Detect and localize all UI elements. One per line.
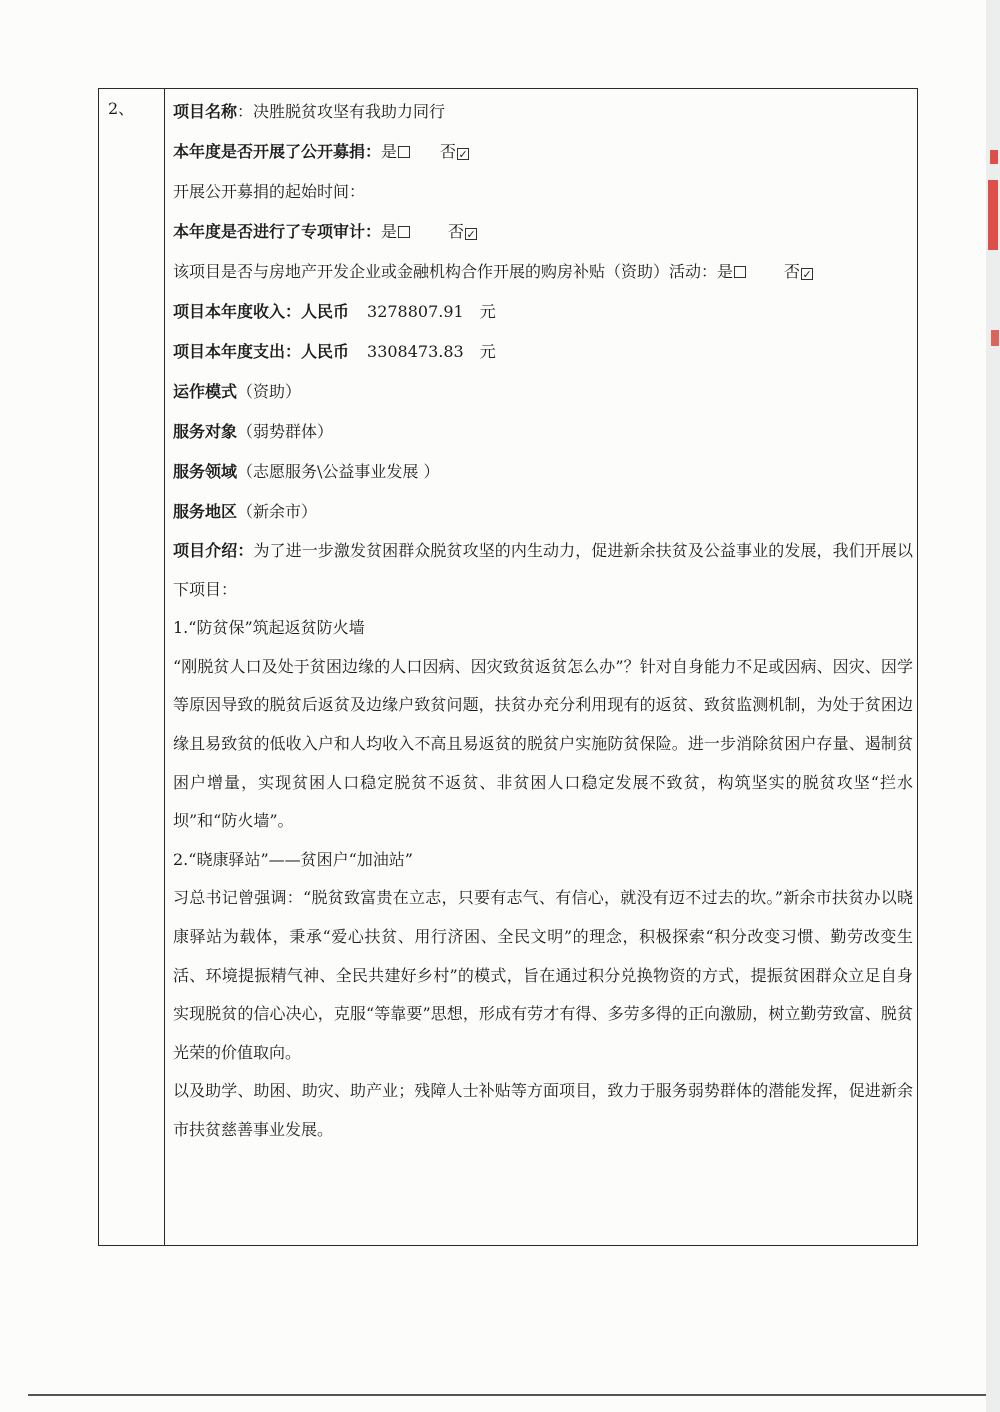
item2-text: 习总书记曾强调：“脱贫致富贵在立志，只要有志气、有信心，就没有迈不过去的坎。”新余市扶贫办以晓康驿站为载体，秉承“爱心扶贫、用行济困、全民文明”的理念，积极探索“积分改变习惯、勤劳改变生活、环境提振精气神、全民共建好乡村”的模式，旨在通过积分兑换物资的方式，提振贫困群众立足自身实现脱贫的信心决心，克服“等靠要”思想，形成有劳才有得、多劳多得的正向激励，树立勤劳致富、脱贫光荣的价值取向。 — [173, 888, 913, 1062]
service-region-line — [173, 492, 913, 532]
no-checkbox-checked[interactable]: ✓ — [458, 148, 468, 161]
operation-mode-line — [173, 372, 913, 412]
yes-checkbox[interactable] — [398, 226, 410, 238]
service-field-label: 服务领域 — [173, 462, 238, 481]
service-region-value: （新余市） — [237, 502, 318, 521]
income-line — [173, 292, 913, 332]
housing-subsidy-line — [173, 252, 913, 292]
service-field-value: （志愿服务\公益事业发展 ） — [237, 462, 440, 481]
income-amount: 3278807.91 — [367, 302, 464, 321]
item1-text: “刚脱贫人口及处于贫困边缘的人口因病、因灾致贫返贫怎么办”？针对自身能力不足或因病、因灾、因学等原因导致的脱贫后返贫及边缘户致贫问题，扶贫办充分利用现有的返贫、致贫监测机制，为处于贫困边缘且易致贫的低收入户和人均收入不高且易返贫的脱贫户实施防贫保险。进一步消除贫困户存量、遏制贫困户增量，实现贫困人口稳定脱贫不返贫、非贫困人口稳定发展不致贫，构筑坚实的脱贫攻坚“拦水坝”和“防火墙”。 — [173, 656, 913, 831]
expense-label: 项目本年度支出：人民币 — [173, 342, 350, 361]
income-unit: 元 — [479, 302, 496, 321]
expense-amount: 3308473.83 — [367, 342, 464, 361]
special-audit-question: 本年度是否进行了专项审计： — [173, 222, 382, 241]
service-target-label: 服务对象 — [173, 422, 238, 441]
public-fundraising-question: 本年度是否开展了公开募捐： — [173, 142, 382, 161]
no-label: 否 — [440, 142, 457, 161]
project-name-label: 项目名称 — [173, 102, 238, 121]
no-checkbox-checked[interactable]: ✓ — [802, 268, 812, 281]
service-target-value: （弱势群体） — [237, 422, 334, 441]
public-fundraising-line — [173, 132, 913, 172]
yes-label: 是 — [381, 142, 398, 161]
income-label: 项目本年度收入：人民币 — [173, 302, 350, 321]
service-field-line — [173, 452, 913, 492]
intro-paragraph — [173, 532, 913, 609]
expense-line — [173, 332, 913, 372]
operation-mode-value: （资助） — [237, 382, 302, 401]
expense-unit: 元 — [479, 342, 496, 361]
no-label: 否 — [448, 222, 465, 241]
red-stamp-fragment — [990, 150, 998, 164]
fundraising-start-line: 开展公开募捐的起始时间： — [173, 182, 366, 201]
project-content — [173, 92, 913, 1150]
service-target-line — [173, 412, 913, 452]
project-name-line — [173, 92, 913, 132]
bottom-rule — [28, 1394, 1000, 1396]
housing-subsidy-question: 该项目是否与房地产开发企业或金融机构合作开展的购房补贴（资助）活动： — [173, 262, 718, 281]
service-region-label: 服务地区 — [173, 502, 238, 521]
yes-label: 是 — [717, 262, 734, 281]
item2-title: 2.“晓康驿站”——贫困户“加油站” — [173, 849, 413, 869]
yes-checkbox[interactable] — [398, 146, 410, 158]
project-name-value: ：决胜脱贫攻坚有我助力同行 — [237, 102, 446, 121]
red-stamp-fragment — [991, 330, 999, 346]
intro-text: 为了进一步激发贫困群众脱贫攻坚的内生动力，促进新余扶贫及公益事业的发展，我们开展以下项目： — [173, 541, 913, 599]
item1-title: 1.“防贫保”筑起返贫防火墙 — [173, 618, 365, 638]
operation-mode-label: 运作模式 — [173, 382, 238, 401]
no-label: 否 — [784, 262, 801, 281]
row-number: 2、 — [108, 99, 135, 118]
closing-text: 以及助学、助困、助灾、助产业；残障人士补贴等方面项目，致力于服务弱势群体的潜能发挥，促进新余市扶贫慈善事业发展。 — [173, 1081, 913, 1139]
intro-label: 项目介绍： — [173, 541, 254, 560]
no-checkbox-checked[interactable]: ✓ — [466, 228, 476, 241]
yes-label: 是 — [381, 222, 398, 241]
special-audit-line — [173, 212, 913, 252]
red-stamp-fragment — [988, 180, 998, 250]
column-divider — [164, 88, 165, 1246]
yes-checkbox[interactable] — [734, 266, 746, 278]
